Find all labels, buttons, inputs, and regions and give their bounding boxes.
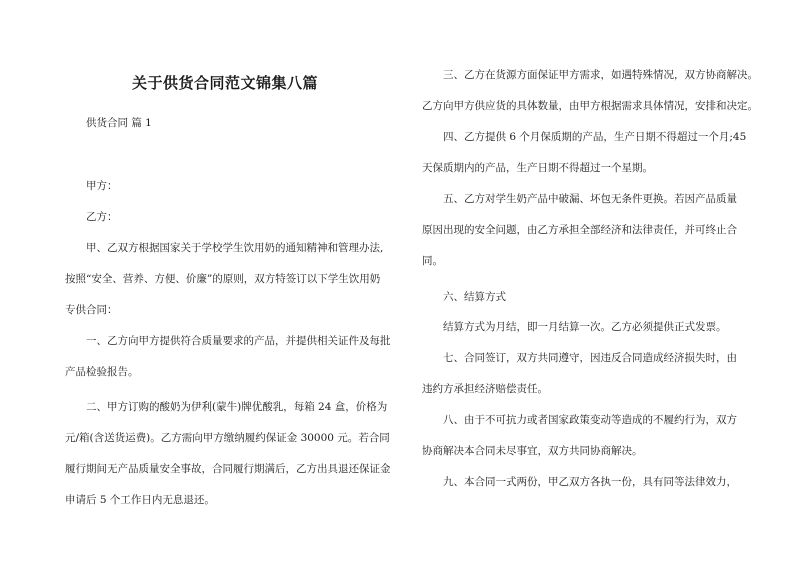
paragraph-line: 四、乙方提供 6 个月保质期的产品，生产日期不得超过一个月;45 <box>443 131 747 143</box>
paragraph-line: 结算方式为月结，即一月结算一次。乙方必须提供正式发票。 <box>443 321 727 333</box>
paragraph-line: 履行期间无产品质量安全事故，合同履行期满后，乙方出具退还保证金 <box>65 463 391 475</box>
party-a-label: 甲方： <box>86 180 118 192</box>
paragraph-line: 七、合同签订，双方共同遵守，因违反合同造成经济损失时，由 <box>443 352 737 364</box>
paragraph-line: 元/箱(含送货运费)。乙方需向甲方缴纳履约保证金 30000 元。若合同 <box>65 432 390 444</box>
paragraph-line: 同。 <box>422 255 443 267</box>
paragraph-line: 协商解决本合同未尽事宜，双方共同协商解决。 <box>422 445 643 457</box>
paragraph-line: 专供合同： <box>65 304 118 316</box>
paragraph-line: 天保质期内的产品，生产日期不得超过一个星期。 <box>422 162 653 174</box>
paragraph-line: 甲、乙双方根据国家关于学校学生饮用奶的通知精神和管理办法, <box>86 242 384 254</box>
paragraph-line: 按照“安全、营养、方便、价廉”的原则，双方特签订以下学生饮用奶 <box>65 273 381 285</box>
paragraph-line: 八、由于不可抗力或者国家政策变动等造成的不履约行为，双方 <box>443 414 737 426</box>
paragraph-line: 原因出现的安全问题，由乙方承担全部经济和法律责任，并可终止合 <box>422 224 737 236</box>
paragraph-line: 申请后 5 个工作日内无息退还。 <box>65 494 215 506</box>
paragraph-line: 二、甲方订购的酸奶为伊利(蒙牛)牌优酸乳，每箱 24 盒，价格为 <box>86 401 388 413</box>
paragraph-line: 乙方向甲方供应货的具体数量，由甲方根据需求具体情况，安排和决定。 <box>422 100 758 112</box>
paragraph-line: 一、乙方向甲方提供符合质量要求的产品，并提供相关证件及每批 <box>86 335 391 347</box>
paragraph-line: 三、乙方在货源方面保证甲方需求，如遇特殊情况，双方协商解决。 <box>443 69 758 81</box>
document-title: 关于供货合同范文锦集八篇 <box>132 74 319 92</box>
subheading-contract-1: 供货合同 篇 1 <box>86 117 152 129</box>
party-b-label: 乙方： <box>86 211 118 223</box>
paragraph-line: 违约方承担经济赔偿责任。 <box>422 383 548 395</box>
paragraph-line: 九、本合同一式两份，甲乙双方各执一份，具有同等法律效力， <box>443 476 737 488</box>
paragraph-line: 五、乙方对学生奶产品中破漏、坏包无条件更换。若因产品质量 <box>443 193 737 205</box>
section-heading-settlement: 六、结算方式 <box>443 291 506 303</box>
paragraph-line: 产品检验报告。 <box>65 366 139 378</box>
